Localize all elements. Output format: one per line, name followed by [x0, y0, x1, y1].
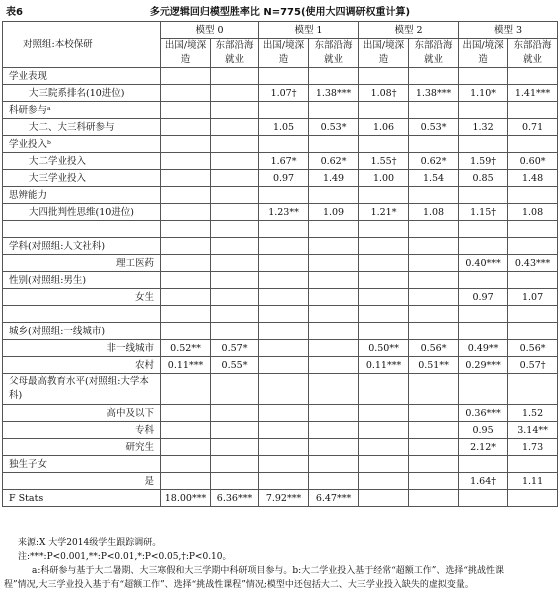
odds-ratio-cell [459, 68, 508, 85]
odds-ratio-cell [161, 289, 211, 306]
odds-ratio-cell [259, 102, 309, 119]
odds-ratio-cell [508, 306, 558, 323]
table-row [3, 306, 558, 323]
odds-ratio-cell [259, 272, 309, 289]
table-number: 表6 [6, 7, 23, 18]
odds-ratio-cell [309, 374, 359, 405]
odds-ratio-cell [259, 306, 309, 323]
odds-ratio-cell [309, 102, 359, 119]
row-label: 大二学业投入 [3, 153, 161, 170]
odds-ratio-cell [359, 490, 409, 507]
outcome-east-header: 东部沿海就业 [409, 39, 459, 68]
odds-ratio-cell: 1.23** [259, 204, 309, 221]
odds-ratio-cell [409, 187, 459, 204]
odds-ratio-cell: 1.73 [508, 439, 558, 456]
odds-ratio-cell [409, 456, 459, 473]
odds-ratio-cell: 1.67* [259, 153, 309, 170]
odds-ratio-cell [259, 323, 309, 340]
odds-ratio-cell [161, 119, 211, 136]
row-label: 农村 [3, 357, 161, 374]
row-label: 学业投入ᵇ [3, 136, 161, 153]
odds-ratio-cell [309, 473, 359, 490]
row-label: 父母最高教育水平(对照组:大学本科) [3, 374, 161, 405]
odds-ratio-cell [508, 238, 558, 255]
odds-ratio-cell [459, 238, 508, 255]
table-row [3, 119, 558, 136]
odds-ratio-cell [409, 136, 459, 153]
table-row [3, 289, 558, 306]
odds-ratio-cell [259, 221, 309, 238]
odds-ratio-cell: 6.36*** [211, 490, 259, 507]
odds-ratio-cell [508, 323, 558, 340]
odds-ratio-cell: 3.14** [508, 422, 558, 439]
odds-ratio-cell [161, 255, 211, 272]
table-row [3, 221, 558, 238]
odds-ratio-cell: 1.55† [359, 153, 409, 170]
odds-ratio-cell [359, 405, 409, 422]
odds-ratio-cell [161, 187, 211, 204]
odds-ratio-cell [459, 374, 508, 405]
odds-ratio-cell [508, 187, 558, 204]
table-row [3, 136, 558, 153]
row-label: 大四批判性思维(10进位) [3, 204, 161, 221]
odds-ratio-cell [211, 255, 259, 272]
footnote-ab-line2: 程”情况,大三学业投入基于有“超额工作”、选择“挑战性课程”情况;模型中还包括大二、大三学业投入缺失的虚拟变量。 [4, 580, 474, 590]
odds-ratio-cell [211, 238, 259, 255]
odds-ratio-cell [309, 289, 359, 306]
row-label: F Stats [3, 490, 161, 507]
table-row [3, 439, 558, 456]
table-row [3, 204, 558, 221]
odds-ratio-cell: 0.62* [409, 153, 459, 170]
odds-ratio-cell: 0.50** [359, 340, 409, 357]
odds-ratio-cell [161, 136, 211, 153]
odds-ratio-cell: 0.71 [508, 119, 558, 136]
odds-ratio-cell [409, 490, 459, 507]
odds-ratio-cell: 0.51** [409, 357, 459, 374]
odds-ratio-cell [508, 272, 558, 289]
odds-ratio-cell [409, 323, 459, 340]
table-row [3, 85, 558, 102]
odds-ratio-cell [259, 473, 309, 490]
odds-ratio-cell: 1.64† [459, 473, 508, 490]
odds-ratio-cell [459, 136, 508, 153]
odds-ratio-cell [211, 456, 259, 473]
odds-ratio-cell: 0.11*** [161, 357, 211, 374]
row-label: 研究生 [3, 439, 161, 456]
odds-ratio-cell [309, 405, 359, 422]
odds-ratio-cell [359, 68, 409, 85]
odds-ratio-cell: 1.21* [359, 204, 409, 221]
odds-ratio-cell: 1.32 [459, 119, 508, 136]
row-label: 学科(对照组:人文社科) [3, 238, 161, 255]
odds-ratio-cell [508, 136, 558, 153]
odds-ratio-cell [161, 374, 211, 405]
odds-ratio-cell: 6.47*** [309, 490, 359, 507]
odds-ratio-cell [309, 422, 359, 439]
odds-ratio-cell: 0.43*** [508, 255, 558, 272]
model-0-header: 模型 0 [161, 22, 259, 39]
odds-ratio-cell [211, 102, 259, 119]
source-note: 来源:X 大学2014级学生跟踪调研。 [18, 538, 162, 548]
odds-ratio-cell [409, 405, 459, 422]
odds-ratio-cell [359, 102, 409, 119]
odds-ratio-cell [259, 289, 309, 306]
odds-ratio-cell: 1.10* [459, 85, 508, 102]
odds-ratio-cell [259, 456, 309, 473]
odds-ratio-cell [309, 456, 359, 473]
odds-ratio-cell [211, 119, 259, 136]
odds-ratio-cell: 7.92*** [259, 490, 309, 507]
odds-ratio-cell: 1.08 [508, 204, 558, 221]
odds-ratio-cell [161, 405, 211, 422]
odds-ratio-cell: 1.38*** [309, 85, 359, 102]
table-row [3, 473, 558, 490]
model-header-row [3, 22, 558, 39]
row-label: 城乡(对照组:一线城市) [3, 323, 161, 340]
odds-ratio-cell: 0.57* [211, 340, 259, 357]
odds-ratio-cell [459, 490, 508, 507]
row-label: 独生子女 [3, 456, 161, 473]
odds-ratio-cell [508, 102, 558, 119]
odds-ratio-cell [309, 187, 359, 204]
odds-ratio-cell: 1.52 [508, 405, 558, 422]
odds-ratio-cell [259, 340, 309, 357]
odds-ratio-cell [409, 439, 459, 456]
table-row [3, 357, 558, 374]
odds-ratio-cell [359, 221, 409, 238]
model-3-header: 模型 3 [459, 22, 558, 39]
row-label: 学业表现 [3, 68, 161, 85]
odds-ratio-cell [309, 238, 359, 255]
odds-ratio-cell [161, 306, 211, 323]
odds-ratio-cell [359, 422, 409, 439]
odds-ratio-cell: 0.60* [508, 153, 558, 170]
table-row [3, 405, 558, 422]
odds-ratio-cell: 0.11*** [359, 357, 409, 374]
odds-ratio-cell [211, 289, 259, 306]
table-row [3, 238, 558, 255]
odds-ratio-cell: 0.57† [508, 357, 558, 374]
odds-ratio-cell [409, 68, 459, 85]
odds-ratio-cell [211, 204, 259, 221]
odds-ratio-cell: 0.95 [459, 422, 508, 439]
row-label: 非一线城市 [3, 340, 161, 357]
odds-ratio-cell [259, 187, 309, 204]
row-label: 高中及以下 [3, 405, 161, 422]
odds-ratio-cell [309, 357, 359, 374]
odds-ratio-cell [409, 221, 459, 238]
row-label: 科研参与ᵃ [3, 102, 161, 119]
odds-ratio-cell [161, 170, 211, 187]
odds-ratio-cell [259, 422, 309, 439]
odds-ratio-cell [211, 68, 259, 85]
row-label: 大二、大三科研参与 [3, 119, 161, 136]
odds-ratio-cell [359, 136, 409, 153]
odds-ratio-cell [259, 136, 309, 153]
odds-ratio-cell: 1.49 [309, 170, 359, 187]
odds-ratio-cell [259, 439, 309, 456]
odds-ratio-cell [161, 272, 211, 289]
odds-ratio-cell [359, 187, 409, 204]
odds-ratio-cell [359, 456, 409, 473]
odds-ratio-cell [211, 422, 259, 439]
odds-ratio-cell [309, 340, 359, 357]
odds-ratio-cell [508, 490, 558, 507]
odds-ratio-cell: 0.56* [508, 340, 558, 357]
table-row [3, 490, 558, 507]
odds-ratio-cell [409, 255, 459, 272]
row-label: 性别(对照组:男生) [3, 272, 161, 289]
outcome-abroad-header: 出国/境深造 [459, 39, 508, 68]
odds-ratio-cell: 0.97 [459, 289, 508, 306]
table-row [3, 272, 558, 289]
odds-ratio-cell [508, 221, 558, 238]
odds-ratio-cell: 18.00*** [161, 490, 211, 507]
odds-ratio-cell [459, 272, 508, 289]
table-title: 多元逻辑回归模型胜率比 N=775(使用大四调研权重计算) [149, 7, 411, 18]
table-row [3, 68, 558, 85]
odds-ratio-cell [161, 153, 211, 170]
odds-ratio-cell: 0.49** [459, 340, 508, 357]
row-label [3, 306, 161, 323]
odds-ratio-cell [161, 221, 211, 238]
outcome-east-header: 东部沿海就业 [309, 39, 359, 68]
odds-ratio-cell [459, 456, 508, 473]
odds-ratio-cell: 0.55* [211, 357, 259, 374]
odds-ratio-cell [211, 306, 259, 323]
odds-ratio-cell [161, 439, 211, 456]
odds-ratio-cell [409, 422, 459, 439]
odds-ratio-cell [211, 473, 259, 490]
odds-ratio-cell [359, 473, 409, 490]
odds-ratio-cell: 1.07† [259, 85, 309, 102]
row-label: 思辨能力 [3, 187, 161, 204]
odds-ratio-cell [359, 255, 409, 272]
regression-table [2, 21, 558, 507]
odds-ratio-cell [211, 85, 259, 102]
odds-ratio-cell [211, 221, 259, 238]
row-label [3, 221, 161, 238]
odds-ratio-cell [309, 255, 359, 272]
odds-ratio-cell [459, 306, 508, 323]
odds-ratio-cell: 0.53* [409, 119, 459, 136]
odds-ratio-cell: 0.56* [409, 340, 459, 357]
odds-ratio-cell [309, 136, 359, 153]
row-label: 专科 [3, 422, 161, 439]
odds-ratio-cell: 1.09 [309, 204, 359, 221]
odds-ratio-cell [508, 68, 558, 85]
odds-ratio-cell [259, 374, 309, 405]
odds-ratio-cell [211, 439, 259, 456]
odds-ratio-cell: 1.08† [359, 85, 409, 102]
odds-ratio-cell [259, 68, 309, 85]
odds-ratio-cell [211, 405, 259, 422]
odds-ratio-cell [409, 102, 459, 119]
odds-ratio-cell [211, 187, 259, 204]
odds-ratio-cell [508, 374, 558, 405]
odds-ratio-cell [459, 102, 508, 119]
odds-ratio-cell [359, 374, 409, 405]
odds-ratio-cell: 0.62* [309, 153, 359, 170]
odds-ratio-cell [309, 272, 359, 289]
odds-ratio-cell [211, 374, 259, 405]
odds-ratio-cell: 1.38*** [409, 85, 459, 102]
odds-ratio-cell: 0.36*** [459, 405, 508, 422]
row-label: 大三院系排名(10进位) [3, 85, 161, 102]
row-label: 大三学业投入 [3, 170, 161, 187]
odds-ratio-cell [211, 272, 259, 289]
odds-ratio-cell [409, 306, 459, 323]
odds-ratio-cell [409, 238, 459, 255]
odds-ratio-cell [459, 187, 508, 204]
odds-ratio-cell [161, 238, 211, 255]
odds-ratio-cell: 1.15† [459, 204, 508, 221]
odds-ratio-cell [359, 238, 409, 255]
odds-ratio-cell [161, 456, 211, 473]
table-row [3, 170, 558, 187]
row-label: 是 [3, 473, 161, 490]
odds-ratio-cell [459, 221, 508, 238]
odds-ratio-cell [409, 473, 459, 490]
odds-ratio-cell: 2.12* [459, 439, 508, 456]
odds-ratio-cell: 0.85 [459, 170, 508, 187]
odds-ratio-cell: 0.29*** [459, 357, 508, 374]
odds-ratio-cell [161, 102, 211, 119]
odds-ratio-cell [309, 439, 359, 456]
odds-ratio-cell: 1.06 [359, 119, 409, 136]
row-label: 女生 [3, 289, 161, 306]
outcome-abroad-header: 出国/境深造 [161, 39, 211, 68]
odds-ratio-cell: 1.59† [459, 153, 508, 170]
outcome-east-header: 东部沿海就业 [508, 39, 558, 68]
outcome-abroad-header: 出国/境深造 [259, 39, 309, 68]
odds-ratio-cell [309, 323, 359, 340]
model-1-header: 模型 1 [259, 22, 359, 39]
odds-ratio-cell [359, 323, 409, 340]
odds-ratio-cell [508, 456, 558, 473]
odds-ratio-cell [161, 323, 211, 340]
table-row [3, 255, 558, 272]
odds-ratio-cell [211, 136, 259, 153]
model-2-header: 模型 2 [359, 22, 459, 39]
odds-ratio-cell: 0.40*** [459, 255, 508, 272]
odds-ratio-cell: 1.11 [508, 473, 558, 490]
odds-ratio-cell [359, 306, 409, 323]
odds-ratio-cell [259, 405, 309, 422]
odds-ratio-cell [309, 221, 359, 238]
odds-ratio-cell [359, 439, 409, 456]
odds-ratio-cell [161, 204, 211, 221]
odds-ratio-cell [211, 170, 259, 187]
table-row [3, 422, 558, 439]
table-row [3, 153, 558, 170]
odds-ratio-cell [359, 272, 409, 289]
odds-ratio-cell: 0.53* [309, 119, 359, 136]
footnote-ab-line1: a:科研参与基于大二暑期、大三寒假和大三学期中科研项目参与。b:大二学业投入基于经常“超额工作”、选择“挑战性课 [32, 566, 504, 576]
odds-ratio-cell: 0.97 [259, 170, 309, 187]
table-notes [4, 536, 556, 592]
odds-ratio-cell [161, 68, 211, 85]
row-label: 理工医药 [3, 255, 161, 272]
table-body [3, 68, 558, 507]
reference-group-label: 对照组:本校保研 [3, 22, 161, 68]
outcome-abroad-header: 出国/境深造 [359, 39, 409, 68]
odds-ratio-cell [359, 289, 409, 306]
odds-ratio-cell [409, 289, 459, 306]
odds-ratio-cell [459, 323, 508, 340]
odds-ratio-cell [161, 473, 211, 490]
odds-ratio-cell: 1.07 [508, 289, 558, 306]
significance-note: 注:***:P<0.001,**:P<0.01,*:P<0.05,†:P<0.10。 [18, 552, 232, 562]
table-caption [0, 2, 560, 20]
odds-ratio-cell [161, 422, 211, 439]
table-row [3, 187, 558, 204]
odds-ratio-cell [309, 306, 359, 323]
odds-ratio-cell: 1.54 [409, 170, 459, 187]
outcome-east-header: 东部沿海就业 [211, 39, 259, 68]
table-row [3, 374, 558, 405]
odds-ratio-cell: 0.52** [161, 340, 211, 357]
odds-ratio-cell [211, 153, 259, 170]
odds-ratio-cell: 1.08 [409, 204, 459, 221]
odds-ratio-cell [161, 85, 211, 102]
table-row [3, 102, 558, 119]
odds-ratio-cell: 1.41*** [508, 85, 558, 102]
odds-ratio-cell: 1.00 [359, 170, 409, 187]
odds-ratio-cell: 1.05 [259, 119, 309, 136]
odds-ratio-cell [259, 255, 309, 272]
table-row [3, 456, 558, 473]
odds-ratio-cell [211, 323, 259, 340]
odds-ratio-cell [409, 374, 459, 405]
odds-ratio-cell [309, 68, 359, 85]
odds-ratio-cell: 1.48 [508, 170, 558, 187]
odds-ratio-cell [259, 357, 309, 374]
odds-ratio-cell [259, 238, 309, 255]
table-row [3, 323, 558, 340]
table-row [3, 340, 558, 357]
odds-ratio-cell [409, 272, 459, 289]
